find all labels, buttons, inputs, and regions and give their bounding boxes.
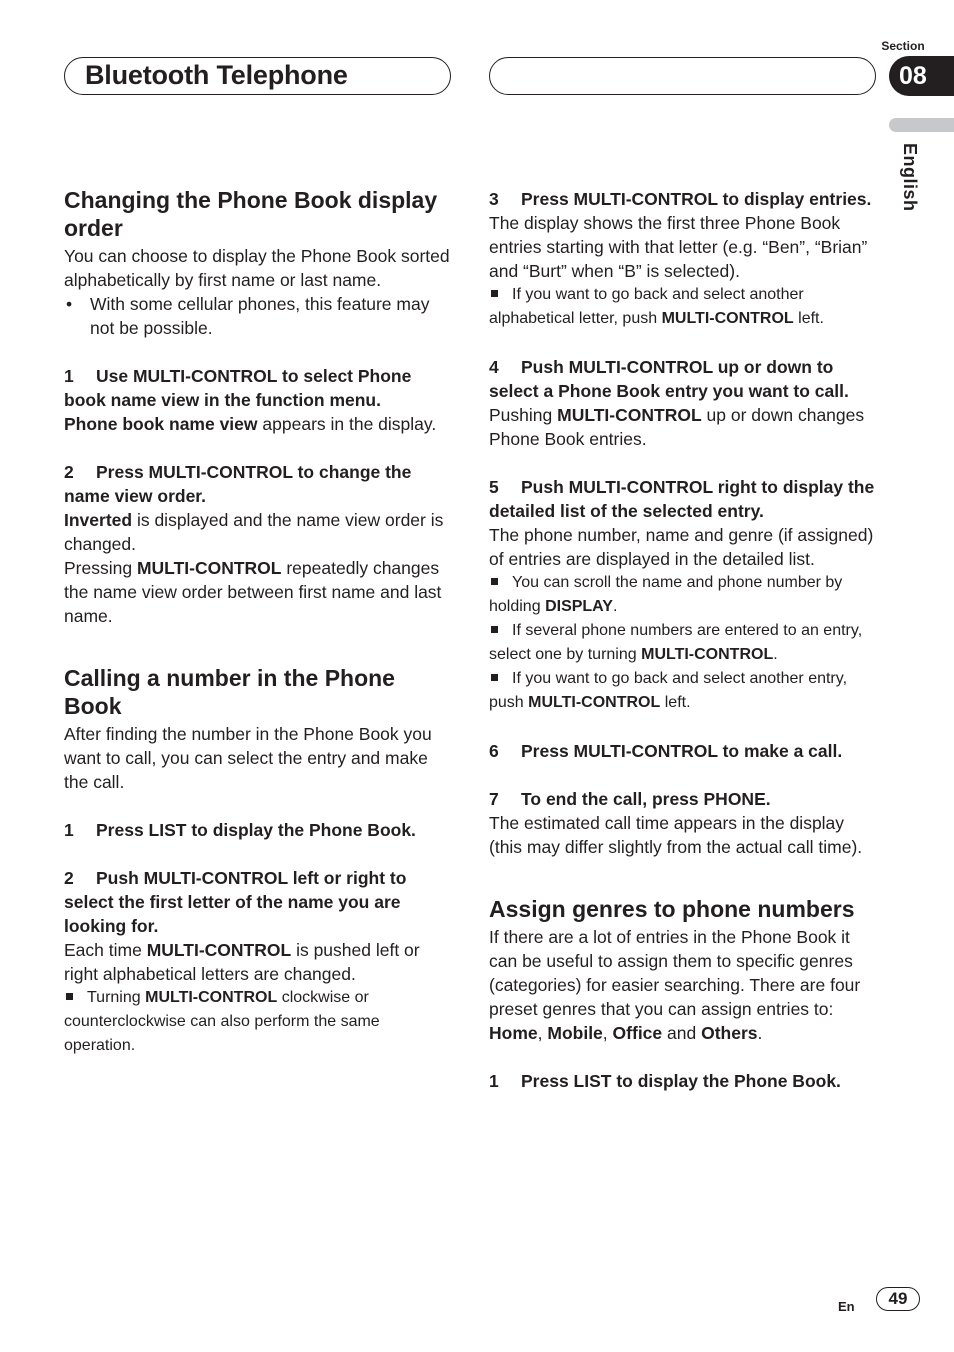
note-square-icon — [491, 674, 498, 681]
note-square-icon — [491, 578, 498, 585]
page-number: 49 — [876, 1287, 920, 1311]
note-square-icon — [491, 290, 498, 297]
step-heading: 3 Press MULTI-CONTROL to display entries. — [489, 189, 872, 209]
step-heading: 2 Push MULTI-CONTROL left or right to select the first letter of the name you are looking for. — [64, 868, 407, 936]
step-body: The display shows the first three Phone Book entries starting with that letter (e.g. “Ben”, “Brian” and “Burt” when “B” is selected). — [489, 213, 868, 281]
step-body: The estimated call time appears in the display (this may differ slightly from the actual call time). — [489, 813, 863, 857]
heading-calling-number: Calling a number in the Phone Book — [64, 665, 395, 719]
right-column — [489, 187, 879, 1093]
section-number-tab: 08 — [889, 56, 954, 96]
bullet-text: With some cellular phones, this feature may not be possible. — [90, 294, 430, 338]
step-heading: 4 Push MULTI-CONTROL up or down to select a Phone Book entry you want to call. — [489, 357, 849, 401]
page-title: Bluetooth Telephone — [85, 60, 348, 90]
note-item: You can scroll the name and phone number by holding DISPLAY. — [489, 574, 843, 615]
footer-language: En — [838, 1299, 855, 1314]
step-body: Pressing MULTI-CONTROL repeatedly changes the name view order between first name and last name. — [64, 558, 442, 626]
step-body: Each time MULTI-CONTROL is pushed left or right alphabetical letters are changed. — [64, 940, 420, 984]
bullet-dot-icon: • — [66, 294, 73, 314]
step-heading: 6 Press MULTI-CONTROL to make a call. — [489, 741, 843, 761]
step-body: Pushing MULTI-CONTROL up or down changes Phone Book entries. — [489, 405, 865, 449]
note-item: If several phone numbers are entered to an entry, select one by turning MULTI-CONTROL. — [489, 622, 863, 663]
note-item: If you want to go back and select another alphabetical letter, push MULTI-CONTROL left. — [489, 286, 824, 327]
step-heading: 5 Push MULTI-CONTROL right to display the detailed list of the selected entry. — [489, 477, 875, 521]
intro-text: If there are a lot of entries in the Phone Book it can be useful to assign them to specific genres (categories) for easier searching. There are four preset genres that you can assign entries to: Home, Mobile, Office and Others. — [489, 927, 861, 1043]
step-body: The phone number, name and genre (if assigned) of entries are displayed in the detailed list. — [489, 525, 874, 569]
note-item: Turning MULTI-CONTROL clockwise or counterclockwise can also perform the same operation. — [64, 989, 380, 1054]
heading-phone-book-order: Changing the Phone Book display order — [64, 187, 438, 241]
language-tab-bar — [889, 118, 954, 132]
header-empty-box — [489, 57, 876, 95]
step-heading: 1 Use MULTI-CONTROL to select Phone book name view in the function menu. — [64, 366, 412, 410]
step-body: Phone book name view appears in the display. — [64, 414, 437, 434]
note-square-icon — [491, 626, 498, 633]
heading-assign-genres: Assign genres to phone numbers — [489, 896, 855, 922]
bullet-item — [64, 292, 454, 340]
step-heading: 1 Press LIST to display the Phone Book. — [64, 820, 416, 840]
step-heading: 2 Press MULTI-CONTROL to change the name view order. — [64, 462, 412, 506]
step-heading: 1 Press LIST to display the Phone Book. — [489, 1071, 841, 1091]
intro-text: After finding the number in the Phone Book you want to call, you can select the entry and make the call. — [64, 724, 432, 792]
left-column — [64, 186, 454, 1058]
step-heading: 7 To end the call, press PHONE. — [489, 789, 771, 809]
step-body: Inverted is displayed and the name view order is changed. — [64, 510, 444, 554]
intro-text: You can choose to display the Phone Book sorted alphabetically by first name or last name. — [64, 246, 450, 290]
note-square-icon — [66, 993, 73, 1000]
language-label: English — [900, 143, 920, 212]
section-label: Section — [881, 39, 925, 53]
header-title-box — [64, 57, 451, 95]
note-item: If you want to go back and select another entry, push MULTI-CONTROL left. — [489, 670, 848, 711]
